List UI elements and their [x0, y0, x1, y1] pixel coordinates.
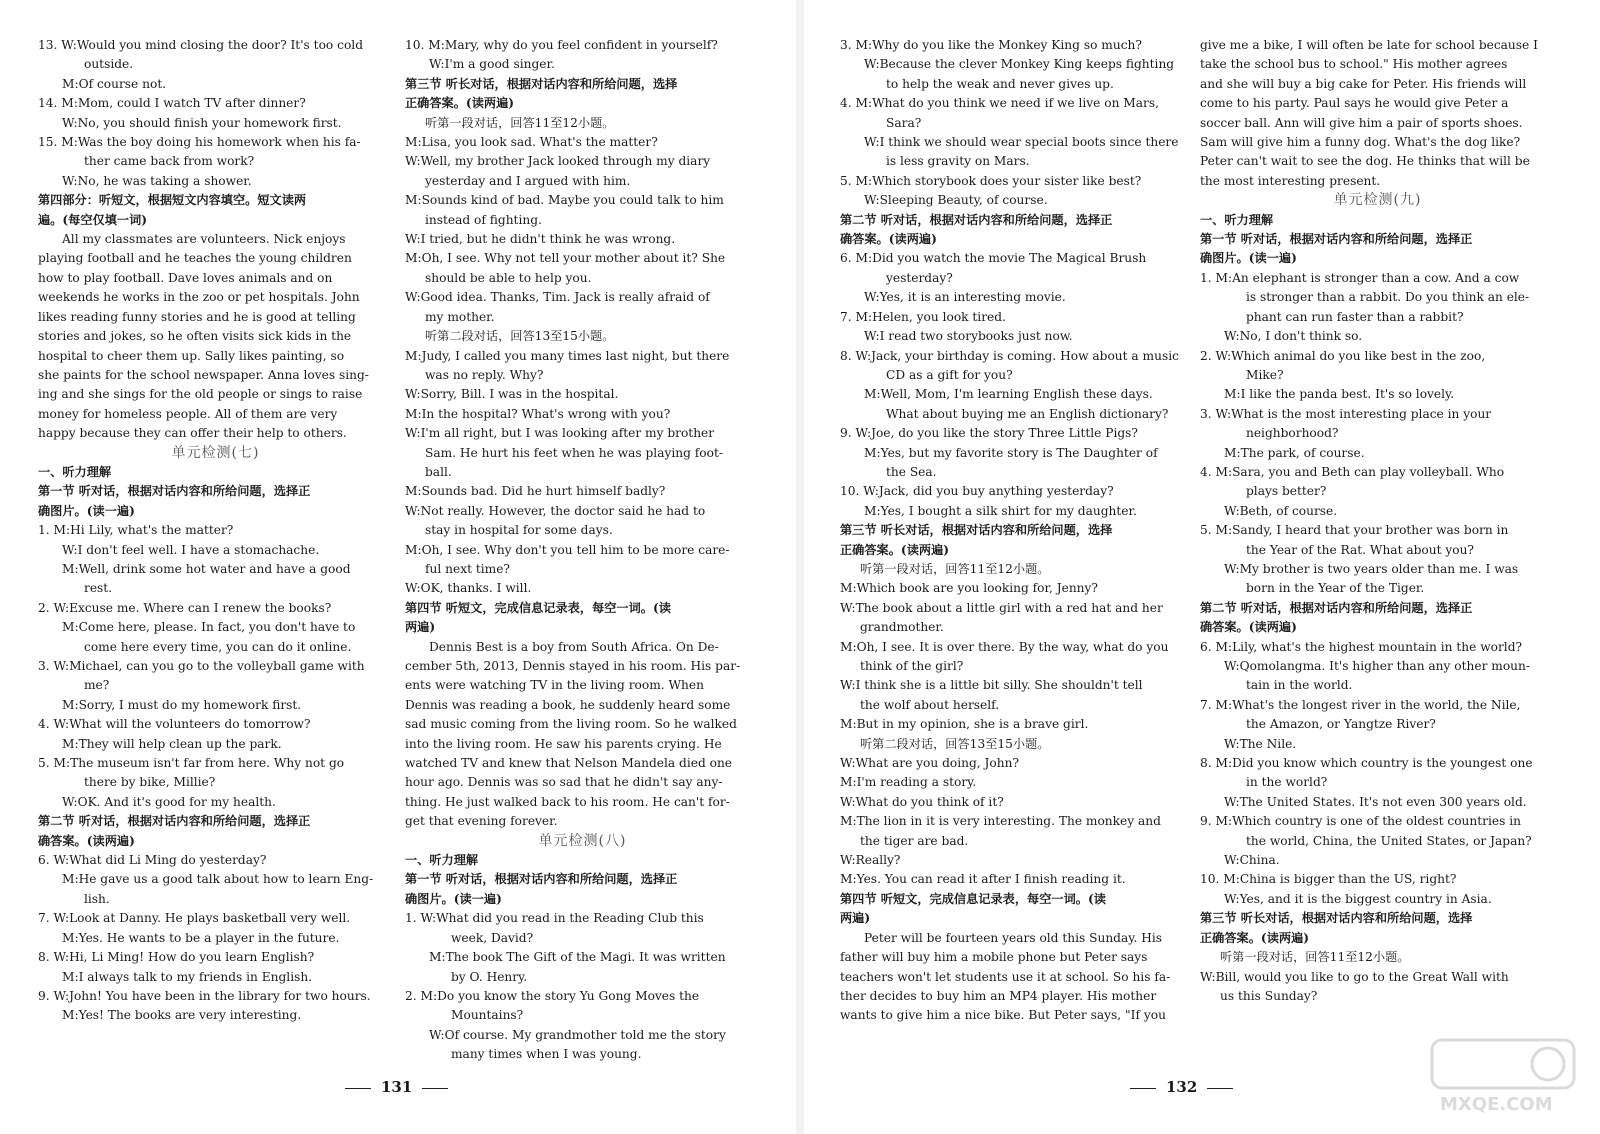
text-line: W:Really? — [840, 853, 901, 868]
text-line: take the school bus to school." His mother agrees — [1200, 57, 1508, 72]
left-page-column-2 — [405, 36, 760, 1065]
text-line: M:I'm reading a story. — [840, 775, 977, 790]
section-heading: 单元检测(九) — [1333, 192, 1422, 209]
text-line: teachers won't let students use it at school. So his fa- — [840, 969, 1171, 984]
section-instruction: 第一节 听对话，根据对话内容和所给问题，选择正 — [38, 484, 311, 499]
section-instruction: 第一节 听对话，根据对话内容和所给问题，选择正 — [1200, 232, 1473, 247]
text-line: What about buying me an English dictionary? — [886, 406, 1169, 421]
text-line: M:The park, of course. — [1224, 445, 1365, 460]
section-heading: 单元检测(八) — [538, 832, 627, 849]
text-line: M:But in my opinion, she is a brave girl. — [840, 717, 1089, 732]
text-line: ball. — [425, 464, 452, 479]
text-line: 1. W:What did you read in the Reading Club this — [405, 911, 704, 926]
text-line: 10. M:China is bigger than the US, right? — [1200, 872, 1457, 887]
section-instruction: 确答案。(读两遍) — [840, 232, 937, 247]
text-line: M:Lisa, you look sad. What's the matter? — [405, 135, 658, 150]
text-line: M:Sorry, I must do my homework first. — [62, 697, 302, 712]
text-line: get that evening forever. — [405, 814, 558, 829]
section-instruction: 第三节 听长对话，根据对话内容和所给问题，选择 — [1200, 911, 1473, 926]
text-line: ents were watching TV in the living room. When — [405, 678, 704, 693]
text-line: W:I'm a good singer. — [429, 57, 555, 72]
text-line: 13. W:Would you mind closing the door? It's too cold — [38, 38, 363, 52]
text-line: W:Because the clever Monkey King keeps fighting — [864, 57, 1175, 72]
text-line: W:No, you should finish your homework first. — [62, 115, 342, 130]
text-line: W:OK. And it's good for my health. — [62, 794, 276, 809]
text-line: M:Which book are you looking for, Jenny? — [840, 581, 1098, 596]
text-line: 1. M:Hi Lily, what's the matter? — [38, 523, 234, 538]
watermark-logo — [1428, 1036, 1578, 1118]
text-line: M:Well, drink some hot water and have a good — [62, 561, 351, 576]
text-line: 2. W:Excuse me. Where can I renew the books? — [38, 600, 332, 615]
text-line: lish. — [84, 891, 110, 906]
text-line: playing football and he teaches the young children — [38, 251, 352, 266]
text-line: 听第一段对话，回答11至12小题。 — [860, 561, 1050, 576]
text-line: M:Oh, I see. Why don't you tell him to be more care- — [405, 542, 730, 557]
section-instruction: 确图片。(读一遍) — [38, 503, 135, 518]
text-line: into the living room. He saw his parents crying. He — [405, 736, 722, 751]
text-line: father will buy him a mobile phone but Peter says — [840, 950, 1148, 965]
text-line: M:He gave us a good talk about how to learn Eng- — [62, 872, 374, 887]
text-line: M:I like the panda best. It's so lovely. — [1224, 387, 1455, 402]
text-line: likes reading funny stories and he is good at telling — [38, 309, 356, 324]
text-line: W:I think we should wear special boots since there — [864, 135, 1179, 150]
text-line: and she will buy a big cake for Peter. His friends will — [1200, 76, 1527, 91]
section-instruction: 第三节 听长对话，根据对话内容和所给问题，选择 — [405, 76, 678, 91]
text-line: Peter can't wait to see the dog. He thinks that will be — [1200, 154, 1530, 169]
text-line: W:Yes, it is an interesting movie. — [864, 290, 1066, 305]
text-line: 7. M:What's the longest river in the world, the Nile, — [1200, 697, 1521, 712]
text-line: W:I tried, but he didn't think he was wrong. — [405, 232, 676, 247]
text-line: Sam. He hurt his feet when he was playing foot- — [425, 445, 723, 460]
text-line: W:Yes, and it is the biggest country in Asia. — [1224, 891, 1492, 906]
text-line: 3. W:Michael, can you go to the volleyball game with — [38, 659, 365, 673]
text-line: there by bike, Millie? — [84, 775, 216, 790]
section-instruction: 第三节 听长对话，根据对话内容和所给问题，选择 — [840, 523, 1113, 538]
text-line: 4. W:What will the volunteers do tomorrow? — [38, 717, 311, 732]
section-instruction: 第二节 听对话，根据对话内容和所给问题，选择正 — [840, 212, 1113, 227]
text-line: All my classmates are volunteers. Nick enjoys — [62, 232, 346, 247]
section-instruction: 确图片。(读一遍) — [1200, 251, 1297, 266]
section-instruction: 第二节 听对话，根据对话内容和所给问题，选择正 — [38, 814, 311, 829]
text-line: 听第一段对话，回答11至12小题。 — [1220, 950, 1410, 965]
text-line: Dennis was reading a book, he suddenly heard some — [405, 697, 731, 712]
text-line: tain in the world. — [1246, 678, 1353, 693]
text-line: watched TV and knew that Nelson Mandela died one — [405, 756, 733, 771]
text-line: M:They will help clean up the park. — [62, 736, 282, 751]
left-page — [0, 0, 790, 1134]
text-line: by O. Henry. — [451, 969, 528, 984]
section-instruction: 确图片。(读一遍) — [405, 891, 502, 906]
text-line: W:What are you doing, John? — [840, 756, 1020, 771]
text-line: 8. M:Did you know which country is the youngest one — [1200, 756, 1533, 771]
text-line: the Sea. — [886, 464, 937, 479]
text-line: 7. W:Look at Danny. He plays basketball very well. — [38, 911, 351, 926]
text-line: M:Oh, I see. It is over there. By the way, what do you — [840, 639, 1169, 654]
text-line: M:Yes. He wants to be a player in the future. — [62, 930, 340, 945]
text-line: Peter will be fourteen years old this Sunday. His — [864, 930, 1163, 945]
text-line: the world, China, the United States, or Japan? — [1246, 833, 1532, 848]
text-line: happy because they can offer their help to others. — [38, 426, 347, 441]
text-line: 6. M:Did you watch the movie The Magical Brush — [840, 251, 1147, 266]
text-line: come here every time, you can do it online. — [84, 639, 352, 654]
text-line: ful next time? — [425, 561, 510, 576]
text-line: is less gravity on Mars. — [886, 154, 1030, 169]
text-line: W:No, he was taking a shower. — [62, 173, 252, 188]
text-line: 8. W:Jack, your birthday is coming. How about a music — [840, 348, 1179, 363]
text-line: give me a bike, I will often be late for school because I — [1200, 38, 1538, 52]
text-line: W:Bill, would you like to go to the Great Wall with — [1200, 969, 1509, 984]
text-line: the most interesting present. — [1200, 173, 1381, 188]
text-line: how to play football. Dave loves animals and on — [38, 270, 333, 285]
left-page-number: 131 — [335, 1078, 458, 1096]
section-instruction: 正确答案。(读两遍) — [1200, 930, 1310, 945]
text-line: 听第二段对话，回答13至15小题。 — [425, 329, 615, 344]
text-line: W:I don't feel well. I have a stomachache. — [62, 542, 320, 557]
text-line: 10. M:Mary, why do you feel confident in yourself? — [405, 38, 718, 52]
text-line: think of the girl? — [860, 659, 964, 673]
text-line: 3. W:What is the most interesting place in your — [1200, 406, 1492, 421]
text-line: M:Judy, I called you many times last night, but there — [405, 348, 730, 363]
text-line: 2. W:Which animal do you like best in the zoo, — [1200, 348, 1486, 363]
text-line: 6. M:Lily, what's the highest mountain in the world? — [1200, 639, 1523, 654]
text-line: 听第二段对话，回答13至15小题。 — [860, 736, 1050, 751]
section-instruction: 一、听力理解 — [405, 853, 479, 868]
section-heading: 单元检测(七) — [171, 444, 260, 461]
text-line: 15. M:Was the boy doing his homework when his fa- — [38, 135, 361, 150]
text-line: 8. W:Hi, Li Ming! How do you learn English? — [38, 950, 315, 965]
text-line: W:Not really. However, the doctor said he had to — [405, 503, 706, 518]
text-line: M:Yes, but my favorite story is The Daughter of — [864, 445, 1158, 460]
text-line: M:Oh, I see. Why not tell your mother about it? She — [405, 251, 726, 266]
text-line: money for homeless people. All of them are very — [38, 406, 338, 421]
text-line: M:Yes! The books are very interesting. — [62, 1008, 302, 1023]
text-line: the Year of the Rat. What about you? — [1246, 542, 1474, 557]
section-instruction: 两遍) — [840, 911, 871, 926]
text-line: hospital to cheer them up. Sally likes painting, so — [38, 348, 345, 363]
section-instruction: 正确答案。(读两遍) — [405, 96, 515, 111]
text-line: the Amazon, or Yangtze River? — [1246, 717, 1436, 732]
text-line: CD as a gift for you? — [886, 367, 1013, 382]
text-line: W:I think she is a little bit silly. She shouldn't tell — [840, 678, 1143, 693]
text-line: M:In the hospital? What's wrong with you? — [405, 406, 671, 421]
svg-text:MXQE.COM: MXQE.COM — [1440, 1094, 1553, 1115]
text-line: W:I'm all right, but I was looking after my brother — [405, 426, 715, 441]
section-instruction: 第二节 听对话，根据对话内容和所给问题，选择正 — [1200, 600, 1473, 615]
text-line: 5. M:The museum isn't far from here. Why not go — [38, 756, 345, 771]
text-line: M:Yes, I bought a silk shirt for my daughter. — [864, 503, 1137, 518]
text-line: to help the weak and never gives up. — [886, 76, 1114, 91]
text-line: yesterday and I argued with him. — [425, 173, 631, 188]
left-page-column-1 — [38, 36, 393, 1026]
text-line: Mountains? — [451, 1008, 524, 1023]
text-line: 6. W:What did Li Ming do yesterday? — [38, 853, 267, 868]
section-instruction: 第四节 听短文，完成信息记录表，每空一词。(读 — [405, 600, 671, 615]
text-line: rest. — [84, 581, 113, 596]
text-line: cember 5th, 2013, Dennis stayed in his room. His par- — [405, 659, 741, 673]
text-line: W:The book about a little girl with a red hat and her — [840, 600, 1163, 615]
text-line: 9. W:Joe, do you like the story Three Little Pigs? — [840, 426, 1138, 441]
section-instruction: 确答案。(读两遍) — [38, 833, 135, 848]
text-line: 14. M:Mom, could I watch TV after dinner? — [38, 96, 306, 111]
text-line: W:Good idea. Thanks, Tim. Jack is really afraid of — [405, 290, 710, 305]
text-line: weekends he works in the zoo or pet hospitals. John — [38, 290, 360, 305]
text-line: phant can run faster than a rabbit? — [1246, 309, 1464, 324]
text-line: 4. M:Sara, you and Beth can play volleyball. Who — [1200, 464, 1505, 479]
text-line: M:Come here, please. In fact, you don't have to — [62, 620, 356, 635]
text-line: 7. M:Helen, you look tired. — [840, 309, 1006, 324]
right-page-number: 132 — [1120, 1078, 1243, 1096]
section-instruction: 第四部分：听短文，根据短文内容填空。短文读两 — [38, 193, 307, 208]
text-line: stay in hospital for some days. — [425, 523, 613, 538]
text-line: ther came back from work? — [84, 154, 255, 169]
text-line: W:What do you think of it? — [840, 794, 1004, 809]
text-line: is stronger than a rabbit. Do you think an ele- — [1246, 290, 1530, 305]
page-gutter — [796, 0, 804, 1134]
text-line: outside. — [84, 57, 134, 72]
text-line: instead of fighting. — [425, 212, 542, 227]
text-line: M:I always talk to my friends in English. — [62, 969, 313, 984]
text-line: W:My brother is two years older than me. I was — [1224, 561, 1519, 576]
right-page — [810, 0, 1600, 1134]
text-line: 听第一段对话，回答11至12小题。 — [425, 115, 615, 130]
text-line: Mike? — [1246, 367, 1284, 382]
text-line: 4. M:What do you think we need if we live on Mars, — [840, 96, 1160, 111]
text-line: M:The book The Gift of the Magi. It was written — [429, 950, 726, 965]
text-line: 10. W:Jack, did you buy anything yesterday? — [840, 484, 1114, 499]
section-instruction: 第四节 听短文，完成信息记录表，每空一词。(读 — [840, 891, 1106, 906]
text-line: my mother. — [425, 309, 495, 324]
text-line: she paints for the school newspaper. Anna loves sing- — [38, 367, 369, 382]
text-line: grandmother. — [860, 620, 944, 635]
text-line: many times when I was young. — [451, 1047, 642, 1062]
text-line: W:Sleeping Beauty, of course. — [864, 193, 1048, 208]
text-line: the tiger are bad. — [860, 833, 969, 848]
text-line: sad music coming from the living room. So he walked — [405, 717, 737, 732]
text-line: should be able to help you. — [425, 270, 592, 285]
text-line: W:China. — [1224, 853, 1280, 868]
section-instruction: 第一节 听对话，根据对话内容和所给问题，选择正 — [405, 872, 678, 887]
text-line: M:Sounds bad. Did he hurt himself badly? — [405, 484, 666, 499]
text-line: W:Well, my brother Jack looked through my diary — [405, 154, 711, 169]
text-line: us this Sunday? — [1220, 988, 1318, 1003]
right-page-column-1 — [840, 36, 1195, 1026]
text-line: W:Sorry, Bill. I was in the hospital. — [405, 387, 619, 402]
text-line: 5. M:Which storybook does your sister like best? — [840, 173, 1142, 188]
text-line: W:I read two storybooks just now. — [864, 329, 1073, 344]
section-instruction: 一、听力理解 — [38, 464, 112, 479]
section-instruction: 确答案。(读两遍) — [1200, 620, 1297, 635]
text-line: 9. M:Which country is one of the oldest countries in — [1200, 814, 1521, 829]
text-line: M:Of course not. — [62, 76, 167, 91]
text-line: W:The Nile. — [1224, 736, 1297, 751]
text-line: wants to give him a nice bike. But Peter says, "If you — [840, 1008, 1166, 1023]
section-instruction: 两遍) — [405, 620, 436, 635]
text-line: Dennis Best is a boy from South Africa. On De- — [429, 639, 719, 654]
text-line: 2. M:Do you know the story Yu Gong Moves the — [405, 988, 700, 1003]
text-line: M:The lion in it is very interesting. The monkey and — [840, 814, 1161, 829]
text-line: M:Well, Mom, I'm learning English these days. — [864, 387, 1153, 402]
text-line: was no reply. Why? — [425, 367, 544, 382]
text-line: M:Yes. You can read it after I finish reading it. — [840, 872, 1126, 887]
text-line: thing. He just walked back to his room. He can't for- — [405, 794, 730, 809]
text-line: neighborhood? — [1246, 426, 1339, 441]
text-line: W:No, I don't think so. — [1224, 329, 1363, 344]
text-line: Sara? — [886, 115, 922, 130]
section-instruction: 遍。(每空仅填一词) — [38, 212, 148, 227]
text-line: W:Of course. My grandmother told me the story — [429, 1027, 726, 1042]
right-page-column-2 — [1200, 36, 1555, 1006]
text-line: hour ago. Dennis was so sad that he didn't say any- — [405, 775, 723, 790]
text-line: the wolf about herself. — [860, 697, 1000, 712]
text-line: born in the Year of the Tiger. — [1246, 581, 1425, 596]
text-line: soccer ball. Ann will give him a pair of sports shoes. — [1200, 115, 1523, 130]
text-line: W:The United States. It's not even 300 years old. — [1224, 794, 1527, 809]
text-line: in the world? — [1246, 775, 1328, 790]
text-line: ing and she sings for the old people or sings to raise — [38, 387, 363, 402]
text-line: come to his party. Paul says he would give Peter a — [1200, 96, 1509, 111]
text-line: 1. M:An elephant is stronger than a cow. And a cow — [1200, 270, 1520, 285]
section-instruction: 正确答案。(读两遍) — [840, 542, 950, 557]
text-line: 3. M:Why do you like the Monkey King so much? — [840, 38, 1142, 52]
text-line: ther decides to buy him an MP4 player. His mother — [840, 988, 1157, 1003]
text-line: W:Beth, of course. — [1224, 503, 1338, 518]
section-instruction: 一、听力理解 — [1200, 212, 1274, 227]
text-line: Sam will give him a funny dog. What's the dog like? — [1200, 135, 1521, 150]
text-line: plays better? — [1246, 484, 1327, 499]
text-line: 5. M:Sandy, I heard that your brother was born in — [1200, 523, 1509, 538]
text-line: W:OK, thanks. I will. — [405, 581, 532, 596]
text-line: yesterday? — [886, 270, 953, 285]
text-line: 9. W:John! You have been in the library for two hours. — [38, 988, 371, 1003]
text-line: me? — [84, 678, 110, 693]
text-line: W:Qomolangma. It's higher than any other moun- — [1224, 659, 1531, 673]
text-line: M:Sounds kind of bad. Maybe you could talk to him — [405, 193, 724, 208]
text-line: week, David? — [451, 930, 534, 945]
text-line: stories and jokes, so he often visits sick kids in the — [38, 329, 352, 344]
